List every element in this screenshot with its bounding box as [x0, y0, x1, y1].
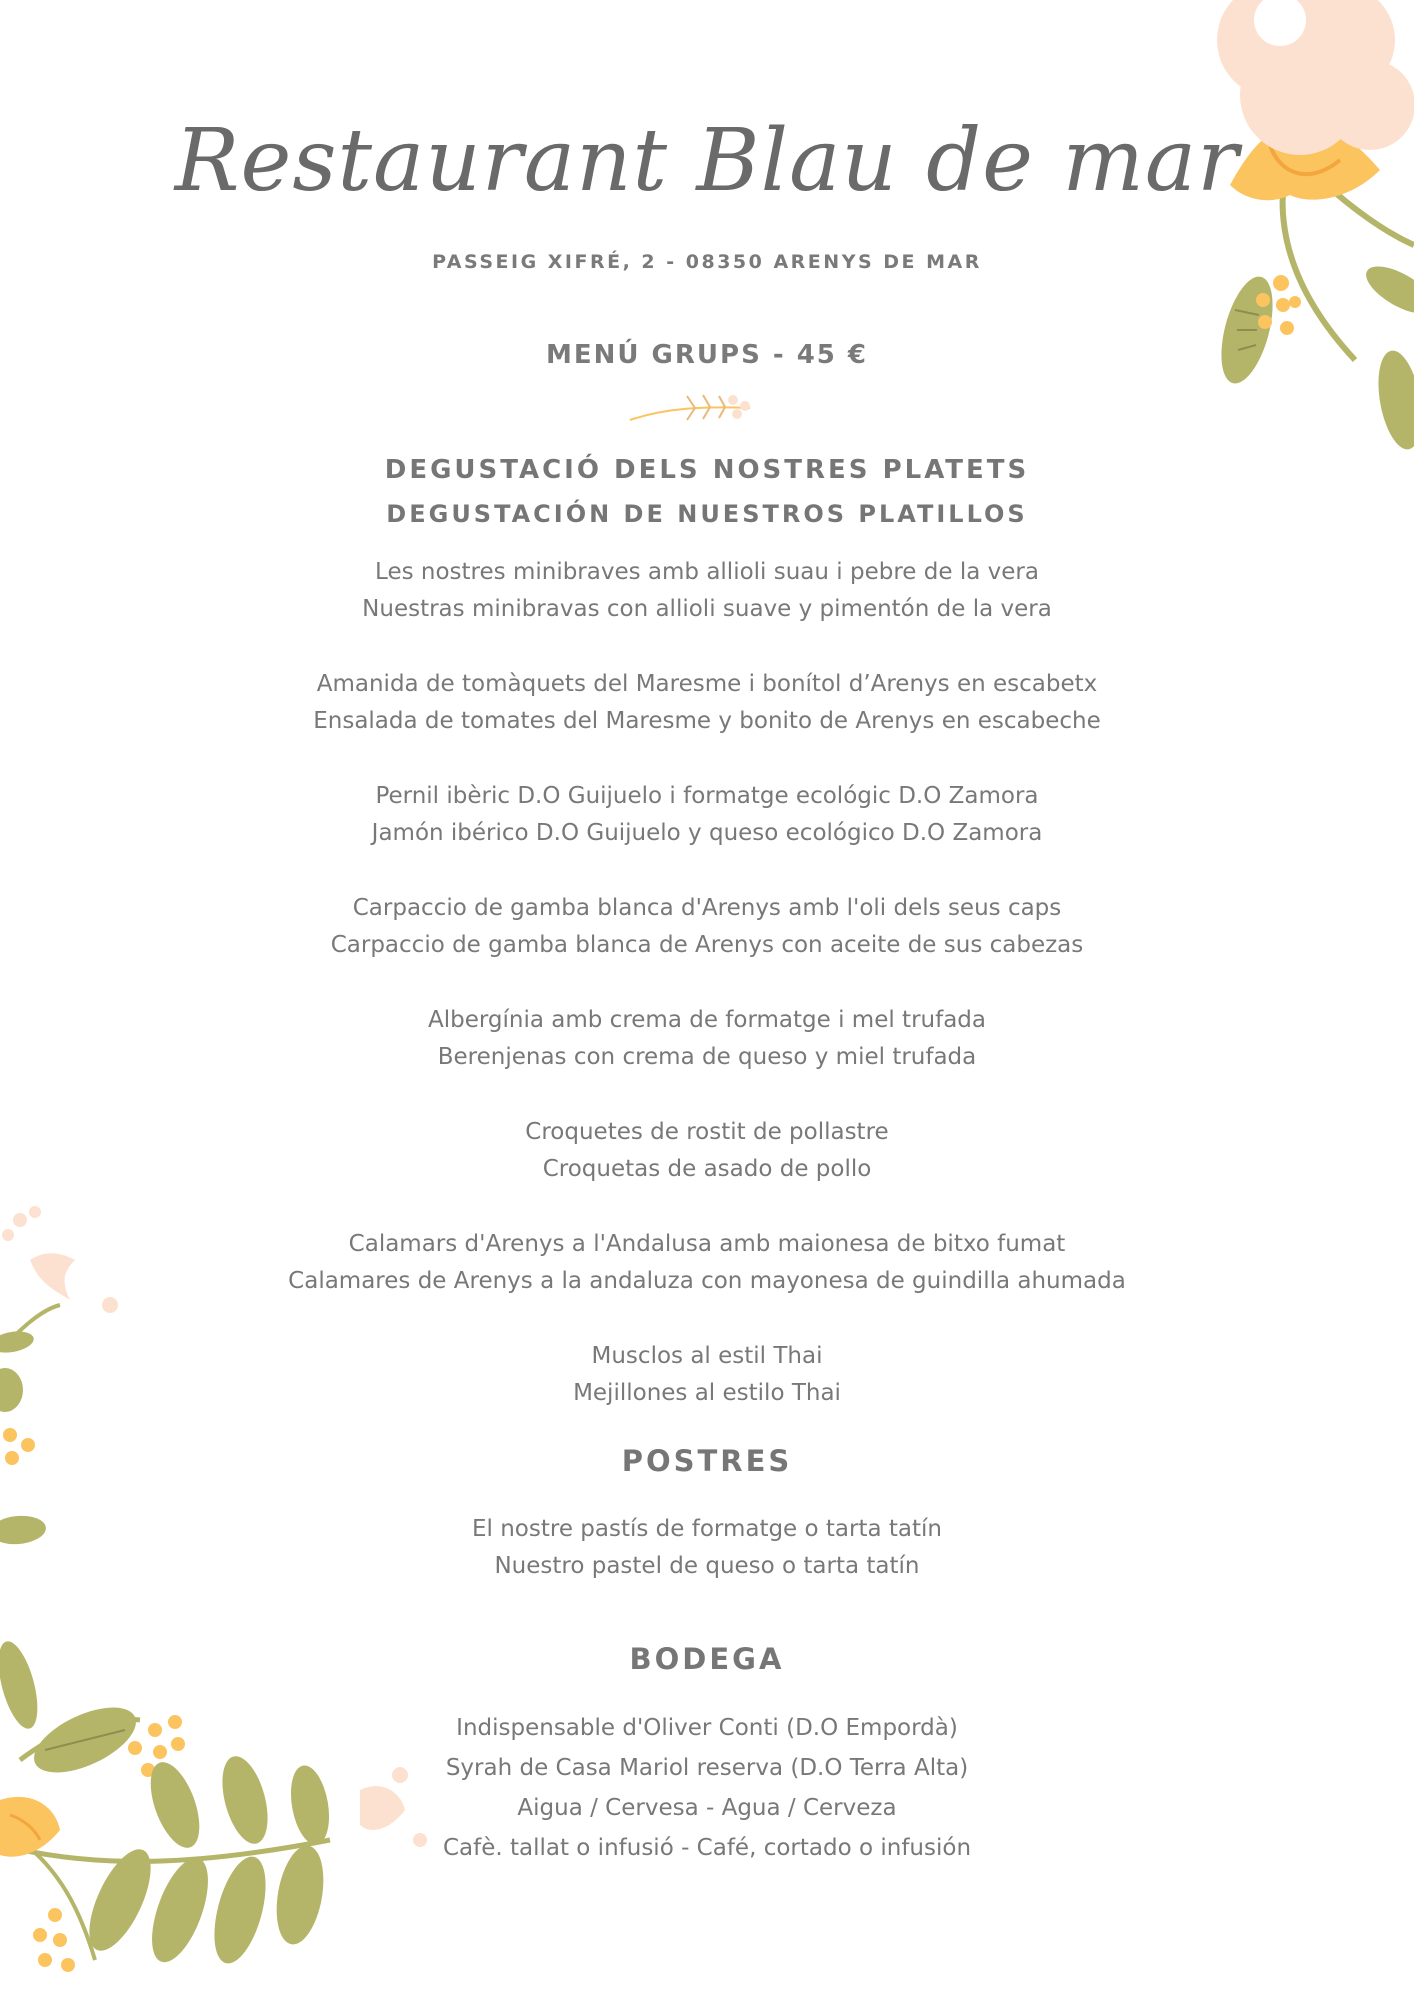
dessert-line-catalan: El nostre pastís de formatge o tarta tatín: [471, 1516, 942, 1542]
tasting-dish-list: [0, 554, 1414, 1412]
dish-name-catalan: Croquetes de rostit de pollastre: [525, 1119, 889, 1145]
dish-name-catalan: Pernil ibèric D.O Guijuelo i formatge ecológic D.O Zamora: [375, 783, 1039, 809]
dish-item: [0, 554, 1414, 628]
cellar-item: Aigua / Cervesa - Agua / Cerveza: [517, 1795, 897, 1821]
tasting-title-spanish: DEGUSTACIÓN DE NUESTROS PLATILLOS: [386, 500, 1028, 528]
dish-name-catalan: Albergínia amb crema de formatge i mel trufada: [427, 1007, 986, 1033]
dish-name-catalan: Les nostres minibraves amb allioli suau i pebre de la vera: [375, 559, 1039, 585]
dish-name-catalan: Musclos al estil Thai: [591, 1343, 823, 1369]
dish-item: [0, 1114, 1414, 1188]
cellar-item: Cafè. tallat o infusió - Café, cortado o infusión: [442, 1835, 972, 1861]
dish-name-catalan: Amanida de tomàquets del Maresme i bonítol d’Arenys en escabetx: [316, 671, 1098, 697]
restaurant-title: Restaurant Blau de mar: [174, 111, 1240, 211]
dish-name-spanish: Berenjenas con crema de queso y miel trufada: [437, 1044, 977, 1070]
dish-name-spanish: Jamón ibérico D.O Guijuelo y queso ecológico D.O Zamora: [371, 820, 1043, 846]
cellar-item: Indispensable d'Oliver Conti (D.O Empordà): [456, 1715, 958, 1741]
tasting-title-catalan: DEGUSTACIÓ DELS NOSTRES PLATETS: [384, 455, 1030, 485]
dish-item: [0, 890, 1414, 964]
dish-name-catalan: Calamars d'Arenys a l'Andalusa amb maionesa de bitxo fumat: [348, 1231, 1066, 1257]
dish-item: [0, 1338, 1414, 1412]
dish-name-spanish: Ensalada de tomates del Maresme y bonito de Arenys en escabeche: [313, 708, 1101, 734]
tasting-section-heading: [0, 448, 1414, 536]
menu-price-heading: MENÚ GRUPS - 45 €: [545, 340, 869, 370]
dish-name-spanish: Mejillones al estilo Thai: [573, 1380, 841, 1406]
sprig-ornament-icon: [625, 388, 755, 433]
dish-name-spanish: Carpaccio de gamba blanca de Arenys con aceite de sus cabezas: [330, 932, 1084, 958]
restaurant-address: PASSEIG XIFRÉ, 2 - 08350 ARENYS DE MAR: [432, 251, 982, 273]
dish-name-spanish: Croquetas de asado de pollo: [542, 1156, 872, 1182]
cellar-heading: BODEGA: [629, 1642, 785, 1676]
dessert-line-spanish: Nuestro pastel de queso o tarta tatín: [494, 1553, 920, 1579]
dish-item: [0, 666, 1414, 740]
dish-name-spanish: Calamares de Arenys a la andaluza con mayonesa de guindilla ahumada: [288, 1268, 1126, 1294]
dish-name-catalan: Carpaccio de gamba blanca d'Arenys amb l'oli dels seus caps: [352, 895, 1062, 921]
dish-item: [0, 1226, 1414, 1300]
dish-name-spanish: Nuestras minibravas con allioli suave y pimentón de la vera: [362, 596, 1052, 622]
cellar-list: [0, 1708, 1414, 1868]
desserts-list: [0, 1511, 1414, 1585]
dish-item: [0, 1002, 1414, 1076]
dish-item: [0, 778, 1414, 852]
desserts-heading: POSTRES: [621, 1444, 793, 1478]
cellar-item: Syrah de Casa Mariol reserva (D.O Terra Alta): [445, 1755, 969, 1781]
floral-decoration-top-right-icon: [1150, 0, 1414, 470]
